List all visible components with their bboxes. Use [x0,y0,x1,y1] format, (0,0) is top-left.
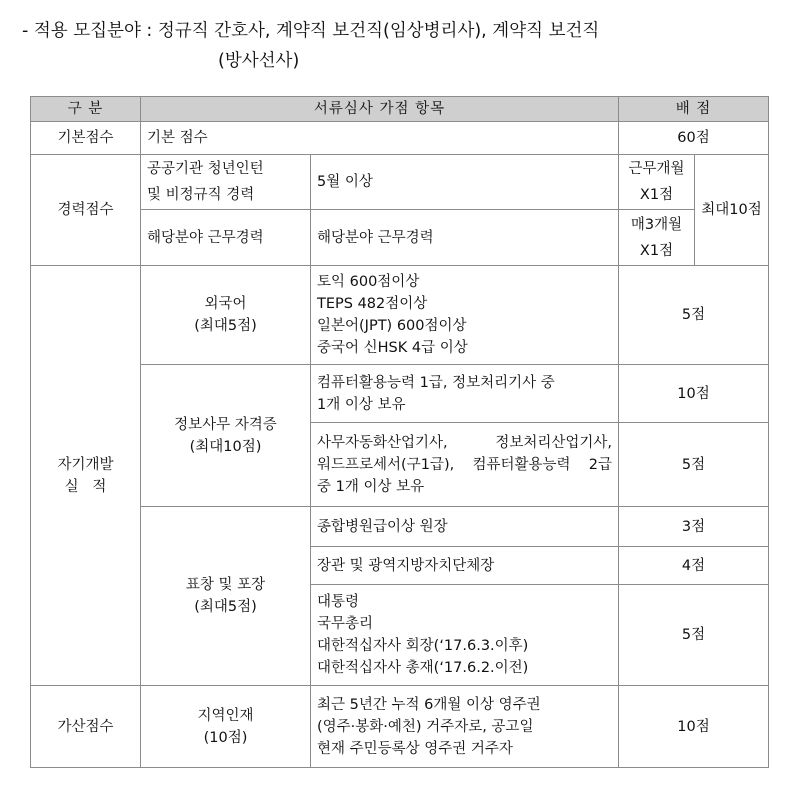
language-requirements [311,266,619,365]
bonus-category: 가산점수 [31,686,141,768]
recruitment-fields-line1: - 적용 모집분야 : 정규직 간호사, 계약직 보건직(임상병리사), 계약직 보건직 [22,21,600,41]
career-public-score-line2: X1점 [639,187,674,203]
language-label [141,266,311,365]
cert-row1-line: 1개 이상 보유 [317,396,406,413]
table-row-cert-1 [31,365,769,423]
table-row-bonus [31,686,769,768]
award-row3-score: 5점 [619,585,769,686]
award-row3-line: 대한적십자사 회장(‘17.6.3.이후) [317,638,529,654]
cert-row2-score: 5점 [619,423,769,507]
basic-item: 기본 점수 [141,122,619,155]
table-row-basic [31,122,769,155]
career-field-detail: 해당분야 근무경력 [311,210,619,266]
cert-row2-line: 중 1개 이상 보유 [317,478,425,495]
career-public-label [141,155,311,210]
award-label-line2: (최대5점) [194,599,257,615]
award-row2-score: 4점 [619,547,769,585]
language-item: 토익 600점이상 [317,274,420,290]
bonus-line: 최근 5년간 누적 6개월 이상 영주권 [317,696,541,713]
table-header-row [31,97,769,122]
basic-category: 기본점수 [31,122,141,155]
language-score: 5점 [619,266,769,365]
award-row1-score: 3점 [619,507,769,547]
award-label-line1: 표창 및 포장 [185,577,266,593]
table-row-language [31,266,769,365]
career-max-score: 최대10점 [695,155,769,266]
basic-score: 60점 [619,122,769,155]
header-category: 구 분 [31,97,141,122]
bonus-label-line1: 지역인재 [197,707,254,724]
career-public-detail: 5월 이상 [311,155,619,210]
self-dev-category [31,266,141,686]
cert-label [141,365,311,507]
award-row3-detail [311,585,619,686]
award-row3-line: 대한적십자사 총재(‘17.6.2.이전) [317,660,529,676]
table-row-award-1 [31,507,769,547]
award-label [141,507,311,686]
career-field-score [619,210,695,266]
header-item: 서류심사 가점 항목 [141,97,619,122]
language-label-line2: (최대5점) [194,318,257,334]
cert-row1-score: 10점 [619,365,769,423]
career-public-score [619,155,695,210]
language-label-line1: 외국어 [204,296,247,312]
header-score: 배 점 [619,97,769,122]
self-dev-category-line1: 자기개발 [57,456,114,473]
career-field-score-line1: 매3개월 [630,216,683,233]
career-category: 경력점수 [31,155,141,266]
language-item: 일본어(JPT) 600점이상 [317,318,467,334]
cert-row2-detail [311,423,619,507]
self-dev-category-line2: 실 적 [64,478,107,495]
recruitment-fields-note [22,16,792,76]
cert-label-line2: (최대10점) [189,438,262,455]
cert-row2-line: 사무자동화산업기사, 정보처리산업기사, [317,434,612,451]
bonus-line: 현재 주민등록상 영주권 거주자 [317,740,513,757]
career-field-label: 해당분야 근무경력 [141,210,311,266]
cert-row2-line: 워드프로세서(구1급), 컴퓨터활용능력 2급 [317,456,612,473]
bonus-line: (영주·봉화·예천) 거주자로, 공고일 [317,718,534,735]
bonus-label [141,686,311,768]
career-public-score-line1: 근무개월 [628,161,685,177]
career-public-label-line2: 및 비정규직 경력 [147,187,255,203]
cert-label-line1: 정보사무 자격증 [174,416,277,433]
language-item: TEPS 482점이상 [317,296,428,312]
cert-row1-line: 컴퓨터활용능력 1급, 정보처리기사 중 [317,374,555,391]
bonus-label-line2: (10점) [203,729,248,746]
award-row3-line: 국무총리 [317,616,374,632]
table-row-career-field [31,210,769,266]
bonus-score: 10점 [619,686,769,768]
cert-row1-detail [311,365,619,423]
table-row-career-public [31,155,769,210]
award-row2-detail: 장관 및 광역지방자치단체장 [311,547,619,585]
career-public-label-line1: 공공기관 청년인턴 [147,161,264,177]
career-field-score-line2: X1점 [639,242,674,259]
bonus-detail [311,686,619,768]
document-screening-bonus-table [30,96,769,768]
award-row3-line: 대통령 [317,594,360,610]
recruitment-fields-line2: (방사선사) [218,51,300,71]
language-item: 중국어 신HSK 4급 이상 [317,340,468,356]
award-row1-detail: 종합병원급이상 원장 [311,507,619,547]
